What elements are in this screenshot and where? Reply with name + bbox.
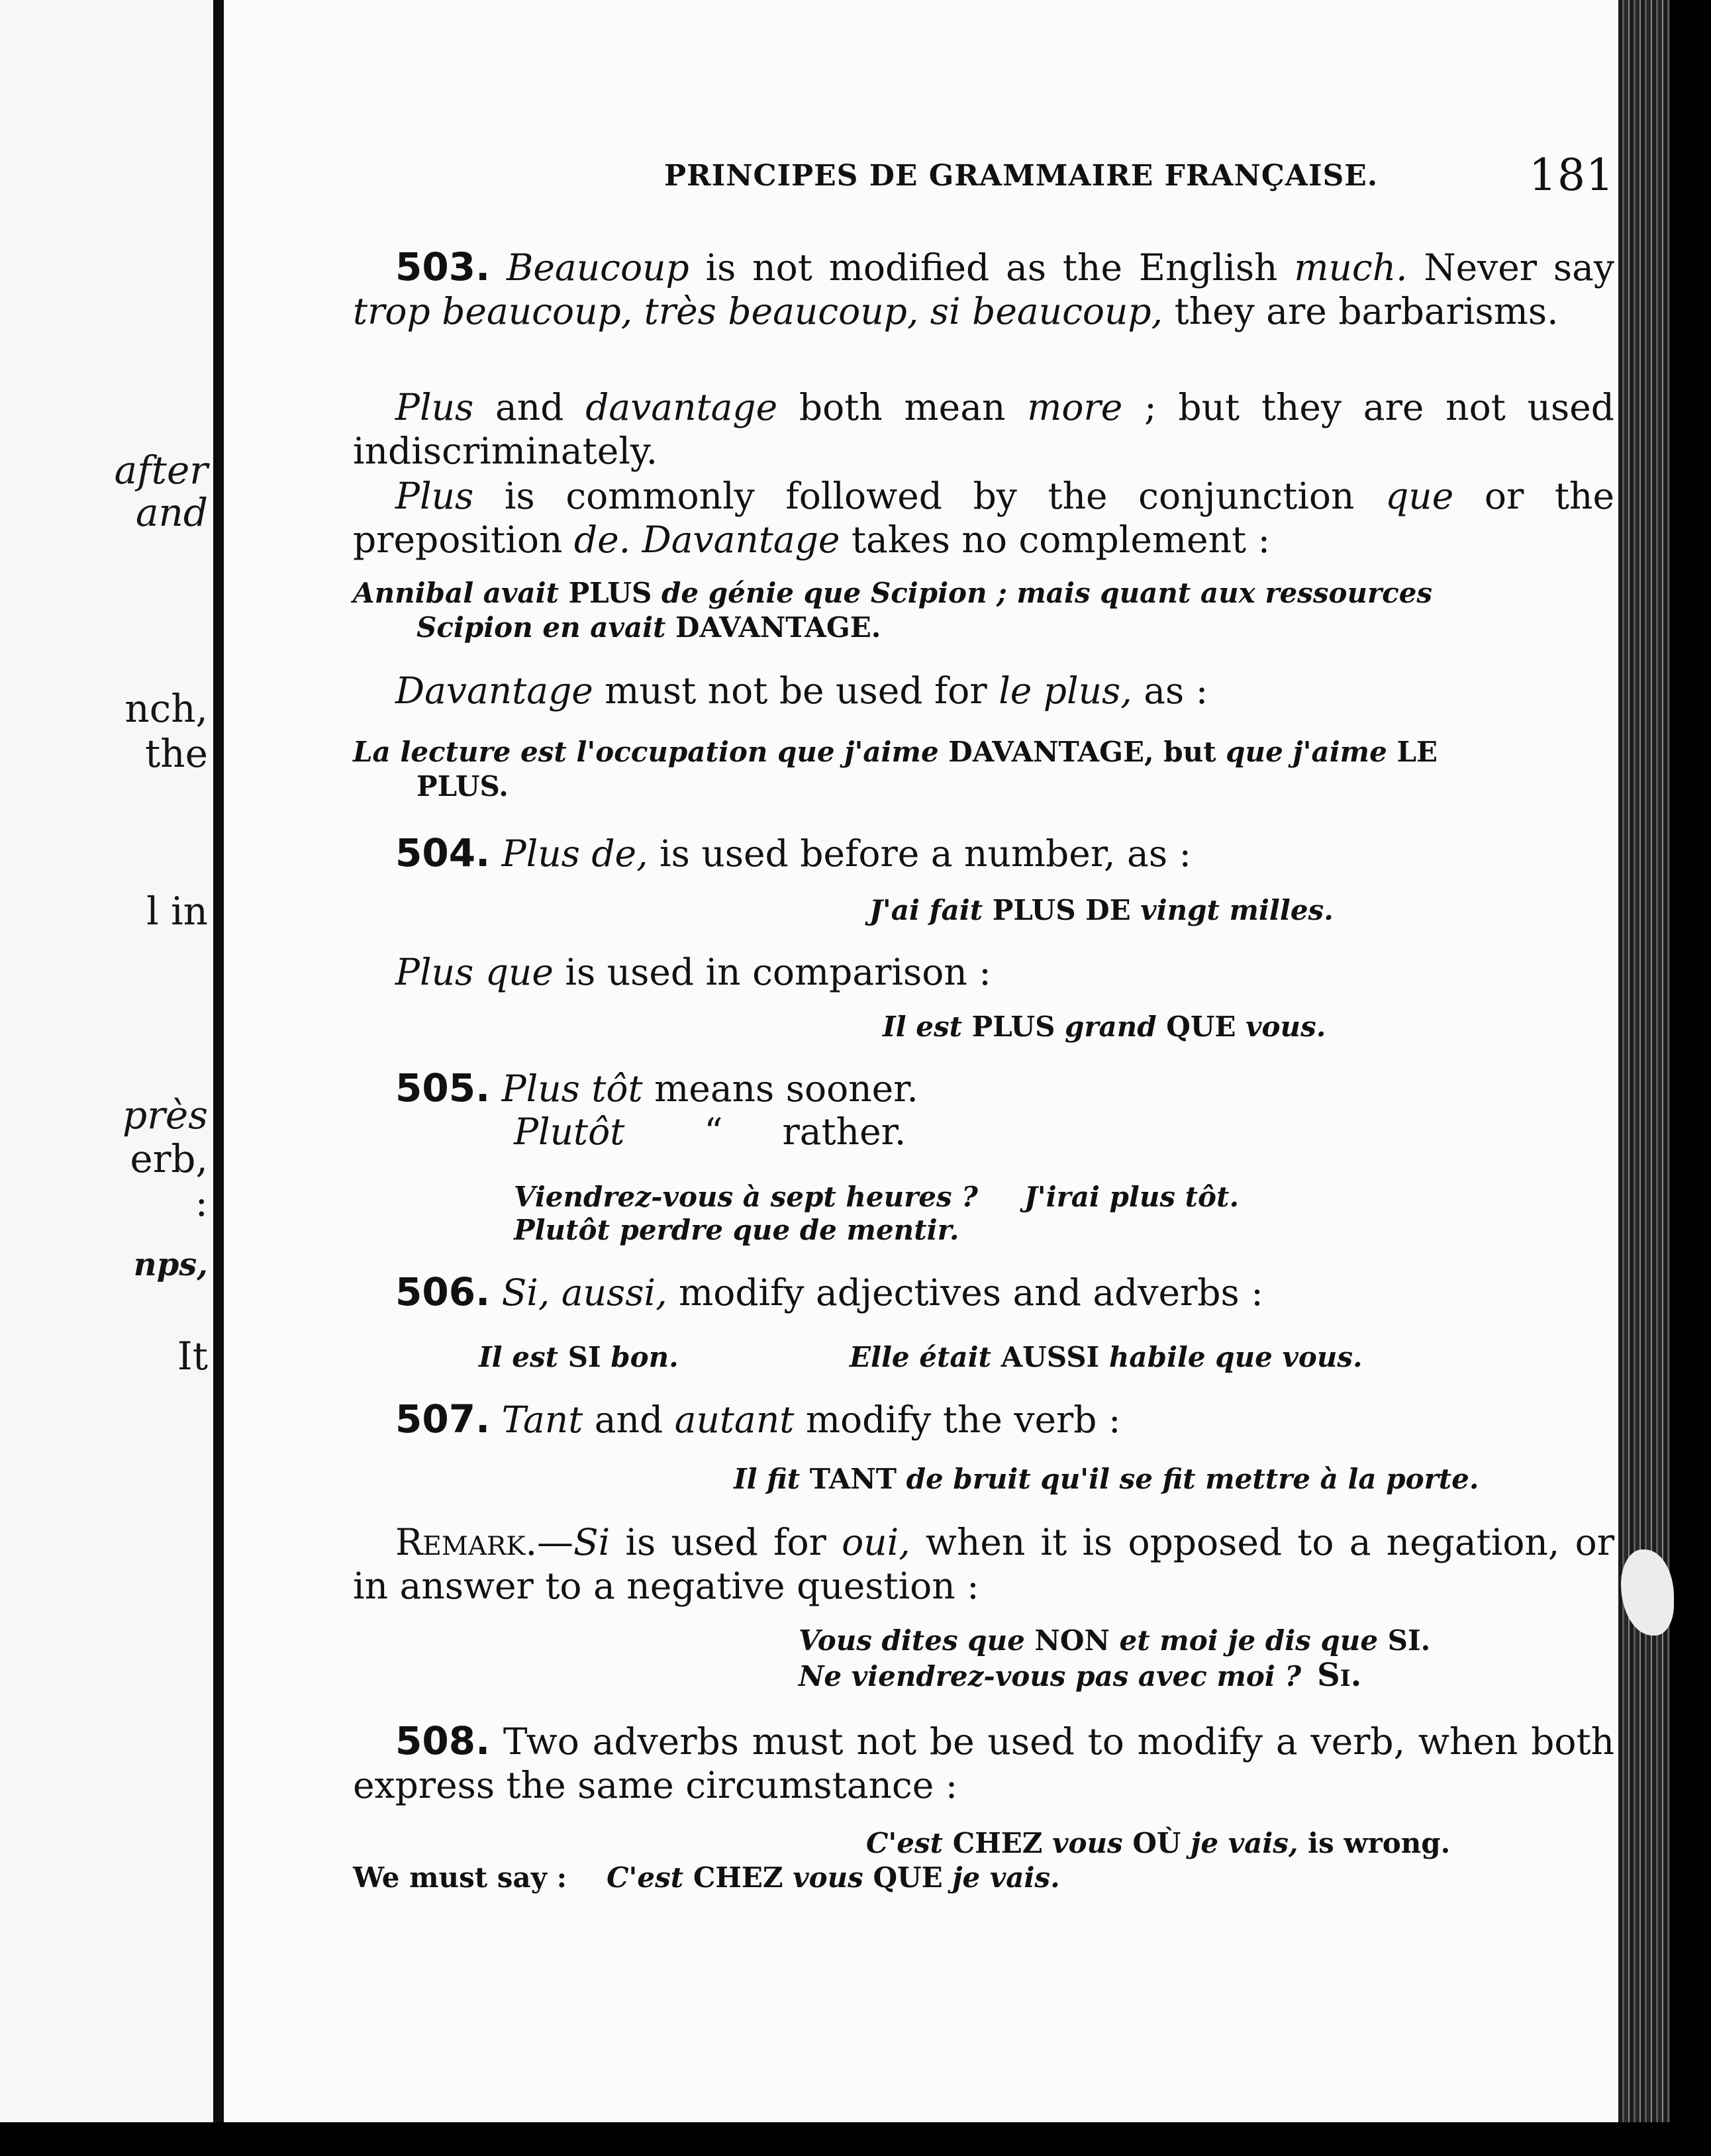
ex-text: Viendrez-vous à sept heures ? xyxy=(514,1181,978,1213)
ex-caps: NON xyxy=(1034,1624,1110,1657)
left-fragment: the xyxy=(145,731,208,776)
para-504-1 xyxy=(353,831,1614,875)
example-503-1-line2 xyxy=(416,611,881,645)
term: more xyxy=(1027,386,1123,428)
term: much. xyxy=(1294,246,1408,289)
left-fragment: nch, xyxy=(124,686,208,731)
term: Plus xyxy=(395,475,474,517)
text: means sooner. xyxy=(642,1067,918,1110)
term: Plus de, xyxy=(501,832,648,875)
text xyxy=(550,1271,561,1314)
example-503-1-line1 xyxy=(353,576,1432,611)
left-fragment: It xyxy=(177,1334,208,1379)
ex-text: et moi je dis que xyxy=(1109,1624,1388,1657)
text: is used for xyxy=(610,1521,842,1563)
ex-caps: DAVANTAGE, xyxy=(948,736,1154,768)
text: or the preposition xyxy=(353,475,1614,561)
ex-caps: QUE xyxy=(873,1861,943,1894)
left-fragment: nps, xyxy=(133,1246,208,1283)
ex-caps: CHEZ xyxy=(952,1827,1043,1859)
ex-caps: DAVANTAGE. xyxy=(675,611,881,644)
section-number: 507. xyxy=(395,1396,491,1442)
remark-paragraph xyxy=(353,1520,1614,1608)
left-facing-page xyxy=(0,0,213,2156)
ex-caps: SI xyxy=(567,1341,601,1373)
ditto-mark: “ xyxy=(704,1110,723,1153)
ex-text: C'est xyxy=(607,1861,693,1894)
text xyxy=(630,518,642,561)
text: is used before a number, as : xyxy=(648,832,1192,875)
left-fragment: and xyxy=(135,490,208,535)
example-505-1 xyxy=(514,1180,1239,1214)
text: must not be used for xyxy=(593,669,999,712)
example-504-1 xyxy=(869,893,1334,928)
term: Davantage xyxy=(642,518,840,561)
section-number: 505. xyxy=(395,1065,491,1110)
term: trop beaucoup, très beaucoup, si beaucoup, xyxy=(353,290,1163,332)
text: is not modified as the English xyxy=(689,246,1295,289)
example-remark-1 xyxy=(799,1624,1430,1658)
text: both mean xyxy=(777,386,1028,428)
example-508-1 xyxy=(866,1826,1450,1861)
scan-border xyxy=(0,2122,1711,2156)
para-503-4 xyxy=(353,669,1614,712)
text: takes no complement : xyxy=(840,518,1271,561)
term: autant xyxy=(674,1398,795,1441)
ex-caps: LE xyxy=(1396,736,1438,768)
para-503-2 xyxy=(353,385,1614,473)
ex-text: grand xyxy=(1055,1010,1167,1043)
ex-caps: CHEZ xyxy=(693,1861,783,1894)
term: Plus tôt xyxy=(501,1067,643,1110)
ex-caps: QUE xyxy=(1166,1010,1236,1043)
example-remark-2 xyxy=(799,1658,1361,1694)
text: and xyxy=(583,1398,675,1441)
ex-text: but xyxy=(1153,736,1226,768)
text: modify the verb : xyxy=(794,1398,1121,1441)
text: modify adjectives and adverbs : xyxy=(667,1271,1263,1314)
ex-text: Annibal avait xyxy=(353,577,569,609)
text: as : xyxy=(1132,669,1208,712)
ex-caps: PLUS DE xyxy=(992,894,1131,926)
ex-text: vous. xyxy=(1236,1010,1326,1043)
remark-label: Remark. xyxy=(395,1521,537,1563)
text: ; but they are not used indiscriminately. xyxy=(353,386,1614,472)
text: and xyxy=(473,386,586,428)
para-507-1 xyxy=(395,1397,1614,1442)
section-number: 504. xyxy=(395,830,491,875)
para-508-1 xyxy=(353,1719,1614,1807)
book-gutter xyxy=(213,0,224,2156)
text: — xyxy=(536,1521,573,1563)
page-edge-stack xyxy=(1618,0,1670,2122)
section-number: 506. xyxy=(395,1269,491,1314)
ex-text: Scipion en avait xyxy=(416,611,676,644)
para-503-1 xyxy=(353,245,1614,333)
ex-text: is wrong. xyxy=(1298,1827,1451,1859)
para-503-3 xyxy=(353,474,1614,562)
text: they are barbarisms. xyxy=(1163,290,1559,332)
ex-caps: PLUS. xyxy=(416,770,509,803)
left-fragment: : xyxy=(195,1180,208,1225)
running-head-title: PRINCIPES DE GRAMMAIRE FRANÇAISE. xyxy=(664,159,1379,193)
term: Davantage xyxy=(395,669,593,712)
text: Two adverbs must not be used to modify a verb, when both express the same circumstance : xyxy=(353,1720,1615,1806)
ex-text: J'ai fait xyxy=(869,894,993,926)
example-506-left xyxy=(479,1340,679,1375)
term: Si xyxy=(573,1521,611,1563)
term: Beaucoup xyxy=(506,246,689,289)
term: oui, xyxy=(842,1521,910,1563)
ex-text: Vous dites que xyxy=(799,1624,1035,1657)
para-506-1 xyxy=(395,1270,1614,1314)
text: when it is opposed to a negation, or in answer to a negative question : xyxy=(353,1521,1614,1607)
text: is used in comparison : xyxy=(553,951,991,993)
section-number: 503. xyxy=(395,244,491,289)
ex-text: Il est xyxy=(479,1341,568,1373)
example-508-2 xyxy=(353,1861,1060,1895)
text: is commonly followed by the conjunction xyxy=(473,475,1386,517)
left-fragment: after xyxy=(114,448,208,493)
example-503-2-line1 xyxy=(353,735,1438,769)
ex-caps: AUSSI xyxy=(1001,1341,1100,1373)
ex-caps: SI. xyxy=(1387,1624,1431,1657)
term: davantage xyxy=(585,386,778,428)
ex-text: La lecture est l'occupation que j'aime xyxy=(353,736,949,768)
ex-text: Il est xyxy=(883,1010,972,1043)
term: aussi, xyxy=(561,1271,667,1314)
ex-text: de bruit qu'il se fit mettre à la porte. xyxy=(897,1463,1479,1495)
para-505-2 xyxy=(514,1110,1044,1153)
example-503-2-line2 xyxy=(416,769,509,804)
para-505-1 xyxy=(395,1066,1614,1110)
term: que xyxy=(1385,475,1454,517)
example-504-2 xyxy=(883,1010,1326,1044)
ex-text: habile que vous. xyxy=(1099,1341,1363,1373)
text: rather. xyxy=(782,1110,906,1153)
ex-text: je vais. xyxy=(942,1861,1060,1894)
term: le plus, xyxy=(999,669,1132,712)
term: Plus xyxy=(395,386,474,428)
term: Si, xyxy=(501,1271,550,1314)
text: Never say xyxy=(1407,246,1615,289)
ex-text: Elle était xyxy=(850,1341,1001,1373)
ex-caps: PLUS xyxy=(971,1010,1055,1043)
left-fragment: l in xyxy=(146,889,208,934)
para-504-2 xyxy=(353,950,1614,994)
ex-text: J'irai plus tôt. xyxy=(1024,1181,1240,1213)
ex-text: vous xyxy=(1042,1827,1133,1859)
ex-text: vous xyxy=(783,1861,873,1894)
term: Tant xyxy=(501,1398,583,1441)
ex-text: je vais, xyxy=(1181,1827,1298,1859)
ex-label: We must say : xyxy=(353,1861,567,1894)
example-507-1 xyxy=(734,1462,1479,1496)
example-506-right xyxy=(850,1340,1363,1375)
ex-text: vingt milles. xyxy=(1130,894,1334,926)
example-505-2: Plutôt perdre que de mentir. xyxy=(514,1214,959,1246)
left-fragment: erb, xyxy=(130,1136,208,1181)
right-page xyxy=(224,0,1618,2122)
ex-caps: OÙ xyxy=(1132,1827,1181,1859)
ex-text: Il fit xyxy=(734,1463,810,1495)
ex-caps: TANT xyxy=(809,1463,897,1495)
page-number: 181 xyxy=(1529,150,1614,201)
section-number: 508. xyxy=(395,1718,491,1763)
ex-text: de génie que Scipion ; mais quant aux ressources xyxy=(652,577,1433,609)
ex-text: Ne viendrez-vous pas avec moi ? xyxy=(799,1660,1302,1692)
term: Plus que xyxy=(395,951,554,993)
running-head-block xyxy=(353,150,1614,205)
left-fragment: près xyxy=(122,1093,208,1138)
ex-text: que j'aime xyxy=(1226,736,1397,768)
ex-caps: Si. xyxy=(1317,1657,1362,1694)
ex-text: bon. xyxy=(601,1341,679,1373)
term: Plutôt xyxy=(514,1110,625,1153)
ex-text: C'est xyxy=(866,1827,953,1859)
term: de. xyxy=(573,518,631,561)
ex-caps: PLUS xyxy=(568,577,652,609)
